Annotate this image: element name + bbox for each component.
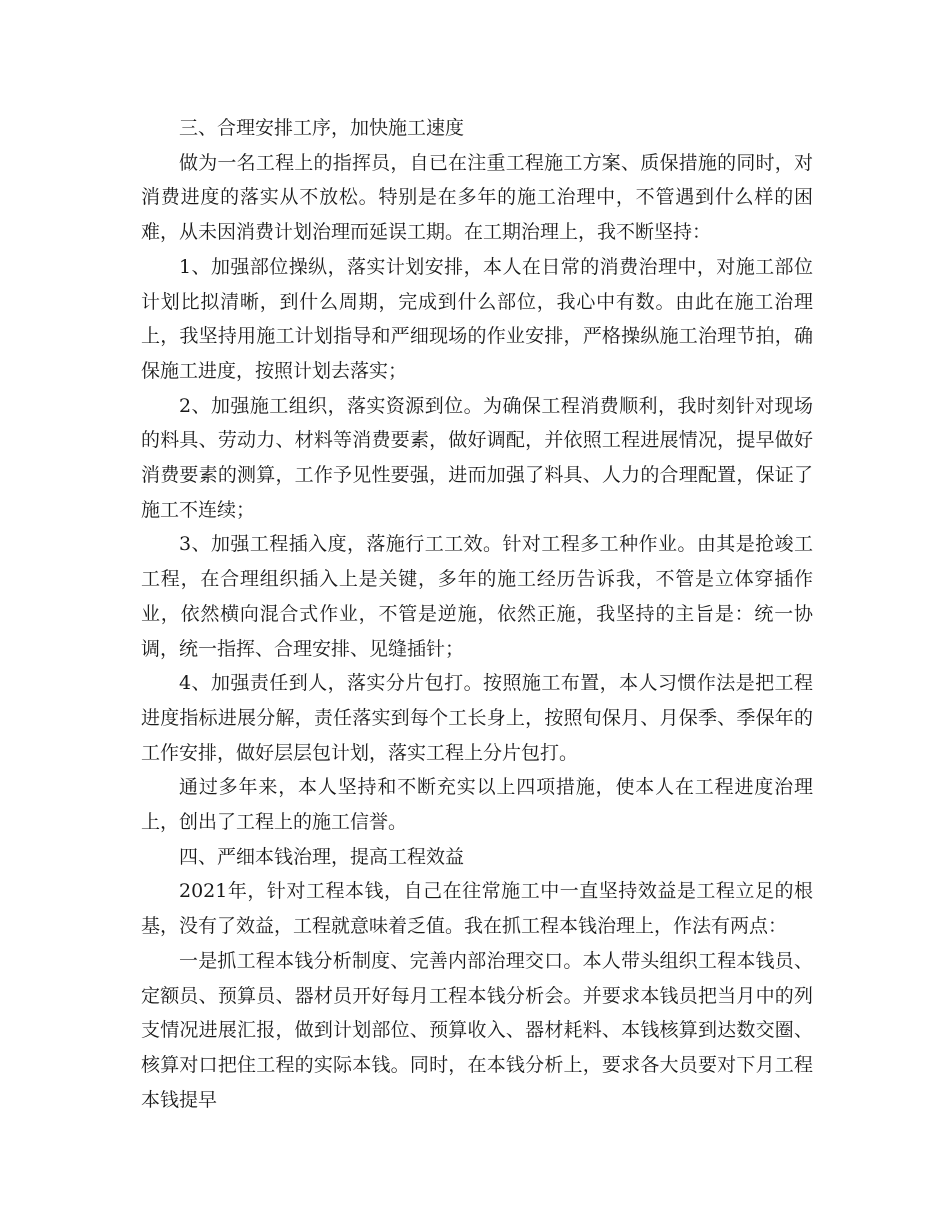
document-body bbox=[141, 111, 813, 1117]
body-paragraph: 通过多年来，本人坚持和不断充实以上四项措施，使本人在工程进度治理上，创出了工程上的施工信誉。 bbox=[141, 776, 813, 834]
section-heading-4: 四、严细本钱治理，提高工程效益 bbox=[179, 845, 465, 868]
body-paragraph: 3、加强工程插入度，落施行工工效。针对工程多工种作业。由其是抢竣工工程，在合理组织插入上是关键，多年的施工经历告诉我，不管是立体穿插作业，依然横向混合式作业，不管是逆施，依然正施，我坚持的主旨是：统一协调，统一指挥、合理安排、见缝插针； bbox=[141, 533, 813, 660]
body-paragraph: 做为一名工程上的指挥员，自已在注重工程施工方案、质保措施的同时，对消费进度的落实从不放松。特别是在多年的施工治理中，不管遇到什么样的困难，从未因消费计划治理而延误工期。在工期治理上，我不断坚持： bbox=[141, 151, 813, 244]
body-paragraph: 4、加强责任到人，落实分片包打。按照施工布置，本人习惯作法是把工程进度指标进展分解，责任落实到每个工长身上，按照旬保月、月保季、季保年的工作安排，做好层层包计划，落实工程上分片包打。 bbox=[141, 672, 813, 764]
body-paragraph: 一是抓工程本钱分析制度、完善内部治理交口。本人带头组织工程本钱员、定额员、预算员、器材员开好每月工程本钱分析会。并要求本钱员把当月中的列支情况进展汇报，做到计划部位、预算收入、器材耗料、本钱核算到达数交圈、核算对口把住工程的实际本钱。同时，在本钱分析上，要求各大员要对下月工程本钱提早 bbox=[141, 949, 813, 1111]
body-paragraph: 1、加强部位操纵，落实计划安排，本人在日常的消费治理中，对施工部位计划比拟清晰，到什么周期，完成到什么部位，我心中有数。由此在施工治理上，我坚持用施工计划指导和严细现场的作业安排，严格操纵施工治理节拍，确保施工进度，按照计划去落实； bbox=[141, 255, 813, 382]
body-paragraph: 2、加强施工组织，落实资源到位。为确保工程消费顺利，我时刻针对现场的料具、劳动力、材料等消费要素，做好调配，并依照工程进展情况，提早做好消费要素的测算，工作予见性要强，进而加强了料具、人力的合理配置，保证了施工不连续； bbox=[141, 394, 813, 521]
section-heading-3: 三、合理安排工序，加快施工速度 bbox=[179, 117, 465, 139]
body-paragraph: 2021年，针对工程本钱，自己在往常施工中一直坚持效益是工程立足的根基，没有了效益，工程就意味着乏值。我在抓工程本钱治理上，作法有两点： bbox=[141, 880, 813, 938]
